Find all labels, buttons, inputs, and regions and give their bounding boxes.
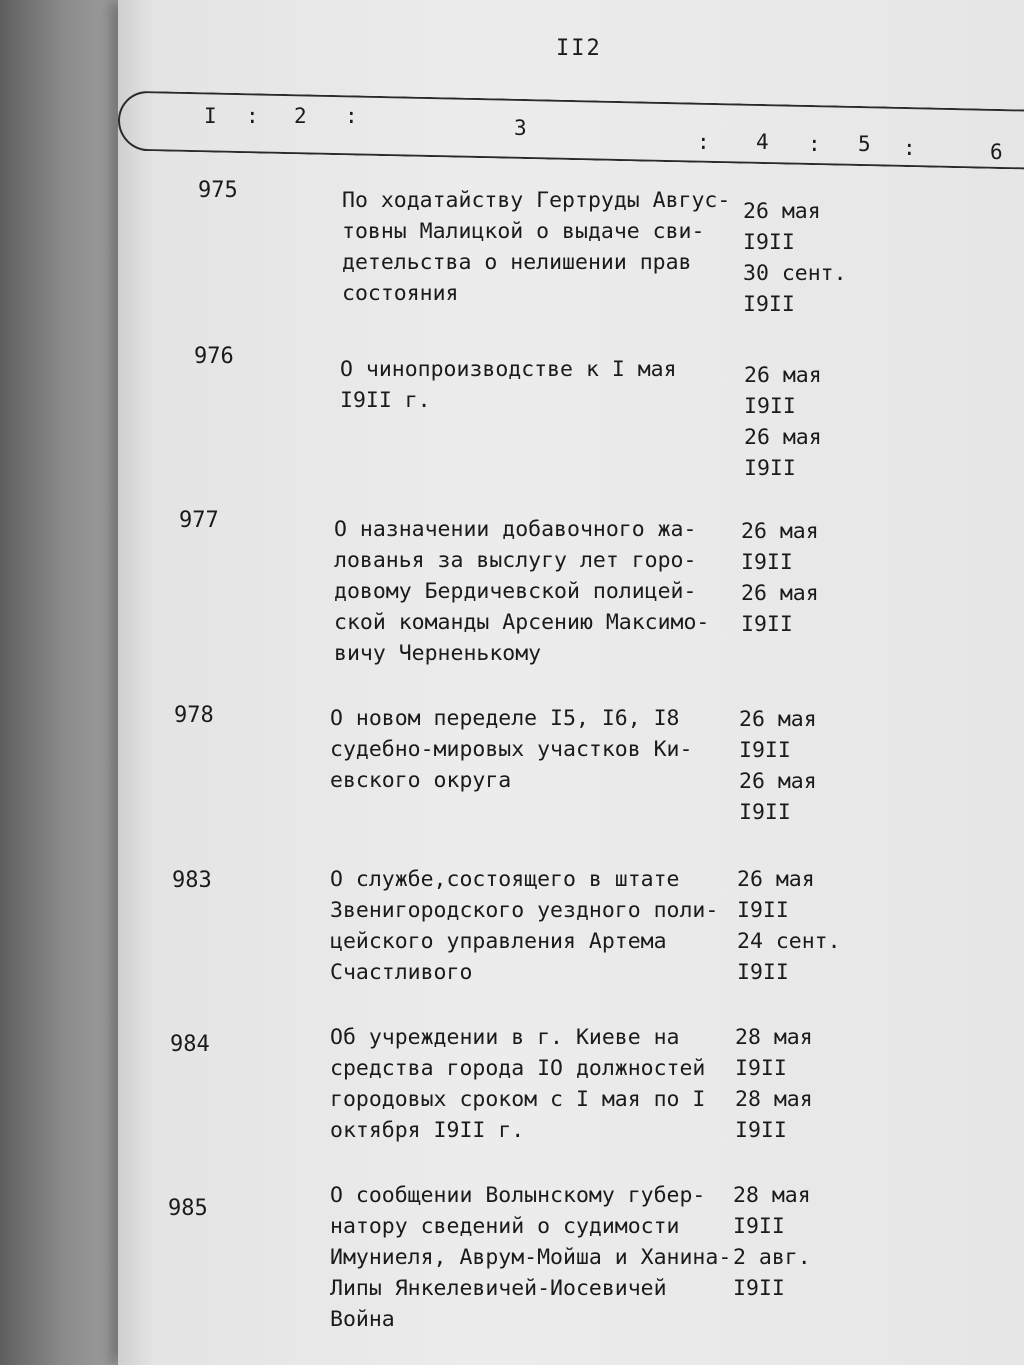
entry-number: 978 xyxy=(174,703,214,728)
entry-dates xyxy=(733,1180,811,1304)
entry-text-line: Война xyxy=(330,1307,395,1332)
entry-date-line: 26 мая xyxy=(741,519,819,544)
entry-dates xyxy=(737,864,841,988)
entry-date-line: 28 мая xyxy=(735,1025,813,1050)
column-separator: : xyxy=(345,104,358,128)
column-header-2: 2 xyxy=(294,104,307,128)
entry-dates xyxy=(744,360,822,484)
entry-text-line: вичу Черненькому xyxy=(334,641,542,666)
entry-dates xyxy=(739,704,817,828)
column-header-6: 6 xyxy=(990,140,1003,164)
entry-text-line: О новом переделе I5, I6, I8 xyxy=(330,706,680,731)
entry-date-line: I9II xyxy=(737,898,789,923)
entry-number: 977 xyxy=(179,508,219,533)
entry-text-line: О назначении добавочного жа- xyxy=(334,517,697,542)
entry-number: 983 xyxy=(172,868,212,893)
column-separator: : xyxy=(903,136,916,160)
entry-dates xyxy=(735,1022,813,1146)
entry-text-line: товны Малицкой о выдаче сви- xyxy=(342,219,705,244)
entry-description xyxy=(340,354,677,416)
entry-description xyxy=(330,1022,705,1146)
entry-date-line: 26 мая xyxy=(744,363,822,388)
entry-text-line: О службе,состоящего в штате xyxy=(330,867,680,892)
entry-description xyxy=(330,1180,731,1335)
entry-date-line: I9II xyxy=(743,292,795,317)
entry-text-line: I9II г. xyxy=(340,388,431,413)
column-header-3: 3 xyxy=(514,116,527,140)
column-header-5: 5 xyxy=(858,132,871,156)
entry-date-line: I9II xyxy=(739,800,791,825)
entry-text-line: октября I9II г. xyxy=(330,1118,525,1143)
entry-date-line: 26 мая xyxy=(737,867,815,892)
entry-number: 984 xyxy=(170,1032,210,1057)
entry-date-line: I9II xyxy=(739,738,791,763)
entry-date-line: I9II xyxy=(744,456,796,481)
entry-date-line: 28 мая xyxy=(733,1183,811,1208)
entry-date-line: I9II xyxy=(743,230,795,255)
column-separator: : xyxy=(246,104,259,128)
entry-text-line: По ходатайству Гертруды Авгус- xyxy=(342,188,731,213)
entry-date-line: 24 сент. xyxy=(737,929,841,954)
entry-date-line: I9II xyxy=(741,550,793,575)
entry-date-line: 26 мая xyxy=(739,769,817,794)
column-separator: : xyxy=(808,132,821,156)
page-number: II2 xyxy=(556,36,602,61)
entry-text-line: Имуниеля, Аврум-Мойша и Ханина- xyxy=(330,1245,732,1270)
entry-date-line: I9II xyxy=(733,1214,785,1239)
entry-text-line: евского округа xyxy=(330,768,512,793)
entry-text-line: довому Бердичевской полицей- xyxy=(334,579,697,604)
entry-date-line: 2 авг. xyxy=(733,1245,811,1270)
entry-text-line: Об учреждении в г. Киеве на xyxy=(330,1025,680,1050)
entry-text-line: городовых сроком с I мая по I xyxy=(330,1087,706,1112)
entry-text-line: О сообщении Волынскому губер- xyxy=(330,1183,706,1208)
entry-number: 975 xyxy=(198,178,238,203)
column-header-1: I xyxy=(204,104,217,128)
column-separator: : xyxy=(697,130,710,154)
entry-date-line: 28 мая xyxy=(735,1087,813,1112)
entry-description xyxy=(330,703,692,796)
entry-date-line: I9II xyxy=(744,394,796,419)
entry-text-line: цейского управления Артема xyxy=(330,929,667,954)
entry-text-line: судебно-мировых участков Ки- xyxy=(330,737,693,762)
entry-date-line: I9II xyxy=(733,1276,785,1301)
entry-dates xyxy=(741,516,819,640)
entry-date-line: 26 мая xyxy=(741,581,819,606)
entry-date-line: 26 мая xyxy=(739,707,817,732)
entry-text-line: лованья за выслугу лет горо- xyxy=(334,548,697,573)
entry-date-line: I9II xyxy=(737,960,789,985)
entry-text-line: О чинопроизводстве к I мая xyxy=(340,357,677,382)
entry-text-line: ской команды Арсению Максимо- xyxy=(334,610,710,635)
entry-text-line: состояния xyxy=(342,281,459,306)
entry-date-line: 26 мая xyxy=(743,199,821,224)
entry-description xyxy=(342,185,730,309)
entry-date-line: I9II xyxy=(735,1118,787,1143)
entry-text-line: Счастливого xyxy=(330,960,473,985)
entry-number: 985 xyxy=(168,1196,208,1221)
entry-text-line: натору сведений о судимости xyxy=(330,1214,680,1239)
column-header-4: 4 xyxy=(756,130,769,154)
entry-date-line: I9II xyxy=(735,1056,787,1081)
entry-number: 976 xyxy=(194,344,234,369)
entry-date-line: 26 мая xyxy=(744,425,822,450)
entry-description xyxy=(334,514,709,669)
entry-text-line: детельства о нелишении прав xyxy=(342,250,692,275)
entry-date-line: 30 сент. xyxy=(743,261,847,286)
entry-date-line: I9II xyxy=(741,612,793,637)
entry-text-line: Звенигородского уездного поли- xyxy=(330,898,719,923)
entry-text-line: Липы Янкелевичей-Иосевичей xyxy=(330,1276,667,1301)
entry-description xyxy=(330,864,718,988)
entry-text-line: средства города IO должностей xyxy=(330,1056,706,1081)
entry-dates xyxy=(743,196,847,320)
